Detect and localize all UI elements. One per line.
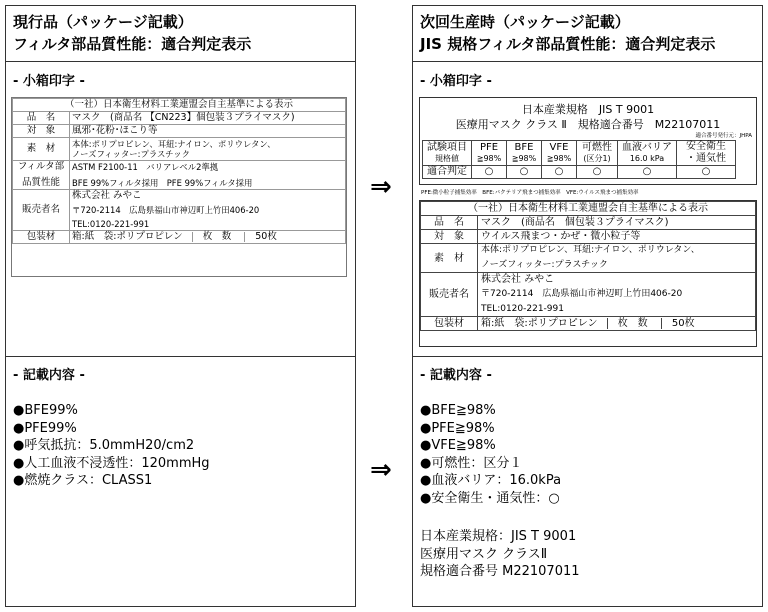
circle-mark: ○ bbox=[542, 166, 577, 179]
right-row-value: マスク (商品名 個包装３プライマスク) bbox=[478, 216, 756, 230]
footer-line: 医療用マスク クラスⅡ bbox=[420, 546, 548, 562]
right-row-value: 本体:ポリプロピレン、耳紐:ナイロン、ポリウレタン、 bbox=[481, 245, 700, 255]
left-label-header: （一社）日本衛生材料工業連盟会自主基準による表示 bbox=[13, 99, 346, 112]
jis-line-1: 日本産業規格 JIS T 9001 bbox=[521, 103, 655, 116]
left-row-value: 株式会社 みやこ bbox=[72, 190, 142, 201]
jis-col-name: 可燃性 bbox=[582, 142, 612, 153]
left-row-label-2: 品質性能 bbox=[21, 177, 60, 188]
list-item: ●安全衛生・通気性：○ bbox=[420, 490, 560, 506]
right-row-value: 株式会社 みやこ bbox=[481, 274, 555, 285]
circle-mark: ○ bbox=[618, 166, 677, 179]
right-divider-1 bbox=[412, 61, 763, 62]
left-divider-1 bbox=[5, 61, 356, 62]
right-row-value-3: TEL:0120-221-991 bbox=[481, 304, 564, 314]
arrow-top: ⇒ bbox=[370, 172, 392, 202]
list-item: ●VFE≧98% bbox=[420, 438, 496, 454]
jis-col-name: PFE bbox=[479, 142, 499, 153]
left-row-value-3: TEL:0120-221-991 bbox=[72, 219, 150, 229]
list-item: ●呼気抵抗：5.0mmH20/cm2 bbox=[13, 438, 195, 454]
jis-standard: 規格値 bbox=[435, 154, 459, 163]
right-row-value-2: 〒720-2114 広島県福山市神辺町上竹田406-20 bbox=[481, 289, 683, 299]
right-footer bbox=[420, 528, 580, 581]
left-count-label: 枚 数 bbox=[192, 232, 242, 242]
list-item: ●BFE99% bbox=[13, 403, 78, 418]
left-section-box: - 小箱印字 - bbox=[13, 74, 85, 89]
left-title-2: フィルタ部品質性能：適合判定表示 bbox=[13, 35, 252, 53]
right-row-label: 包装材 bbox=[421, 317, 478, 331]
left-section-content: - 記載内容 - bbox=[13, 368, 85, 383]
list-item: ●可燃性：区分１ bbox=[420, 455, 523, 471]
list-item: ●PFE99% bbox=[13, 420, 77, 436]
jis-col-name: BFE bbox=[514, 142, 534, 153]
left-label-box bbox=[11, 97, 347, 277]
right-row-label: 販売者名 bbox=[421, 273, 478, 317]
footer-line: 日本産業規格：JIS T 9001 bbox=[420, 529, 577, 544]
right-row-value: 箱:紙 袋:ポリプロピレン bbox=[481, 318, 598, 329]
right-row-label: 対 象 bbox=[421, 230, 478, 244]
list-item: ●燃焼クラス：CLASS1 bbox=[13, 473, 153, 489]
right-row-label: 品 名 bbox=[421, 216, 478, 230]
left-row-value: 箱:紙 袋:ポリプロピレン bbox=[72, 231, 183, 242]
right-label-header: （一社）日本衛生材料工業連盟会自主基準による表示 bbox=[421, 202, 756, 216]
circle-mark: ○ bbox=[577, 166, 618, 179]
left-row-label: 対 象 bbox=[13, 125, 70, 138]
jis-col-name: 血液バリア bbox=[622, 142, 672, 153]
jis-col-value: ≧98% bbox=[511, 154, 537, 163]
jis-col-value: ・通気性 bbox=[686, 153, 726, 164]
left-row-value-2: 〒720-2114 広島県福山市神辺町上竹田406-20 bbox=[72, 205, 260, 215]
left-divider-2 bbox=[5, 356, 356, 357]
left-row-label: 販売者名 bbox=[13, 190, 70, 231]
left-items bbox=[13, 402, 210, 490]
jis-col-name: 安全衛生 bbox=[686, 141, 726, 152]
right-section-content: - 記載内容 - bbox=[420, 368, 492, 383]
list-item: ●BFE≧98% bbox=[420, 403, 496, 418]
left-panel bbox=[5, 5, 356, 607]
right-row-value: ウイルス飛まつ・かぜ・微小粒子等 bbox=[478, 230, 756, 244]
right-count-label: 枚 数 bbox=[607, 318, 658, 329]
left-row-label: 素 材 bbox=[13, 138, 70, 161]
footer-line: 規格適合番号 M22107011 bbox=[420, 564, 580, 580]
jis-col-value: (区分1) bbox=[583, 154, 611, 163]
arrow-bottom: ⇒ bbox=[370, 455, 392, 485]
left-row-value-2: ノーズフィッター:プラスチック bbox=[72, 149, 191, 159]
right-row-label: 素 材 bbox=[421, 244, 478, 273]
right-count: 50枚 bbox=[661, 318, 705, 329]
right-row-value-2: ノーズフィッター:プラスチック bbox=[481, 260, 608, 270]
right-label-box bbox=[419, 200, 757, 347]
jis-col-value: 16.0 kPa bbox=[629, 154, 665, 163]
right-title-2: JIS 規格フィルタ部品質性能：適合判定表示 bbox=[420, 35, 716, 53]
jis-label-box bbox=[419, 97, 757, 185]
jis-col-value: ≧98% bbox=[476, 154, 502, 163]
left-row-value: 風邪･花粉･ほこり等 bbox=[70, 125, 346, 138]
jis-issuer: 適合番号発行元：JHPA bbox=[695, 133, 752, 139]
left-row-value: マスク (商品名 【CN223】個包装３プライマスク) bbox=[70, 112, 346, 125]
jis-col-name: VFE bbox=[549, 142, 569, 153]
jis-test-item: 試験項目 bbox=[427, 142, 467, 153]
list-item: ●血液バリア：16.0kPa bbox=[420, 473, 562, 489]
right-items bbox=[420, 402, 561, 508]
right-divider-2 bbox=[412, 356, 763, 357]
right-title-1: 次回生産時（パッケージ記載） bbox=[420, 13, 630, 31]
right-section-box: - 小箱印字 - bbox=[420, 74, 492, 89]
jis-judgement: 適合判定 bbox=[423, 166, 472, 179]
left-row-label: 品 名 bbox=[13, 112, 70, 125]
left-title-1: 現行品（パッケージ記載） bbox=[13, 13, 193, 31]
jis-legend: PFE:微小粒子捕集効率 BFE:バクテリア飛まつ捕集効率 VFE:ウイルス飛まつ捕集効率 bbox=[421, 190, 639, 196]
list-item: ●人工血液不浸透性：120mmHg bbox=[13, 455, 210, 471]
left-row-value: ASTM F2100-11 バリアレベル2準拠 bbox=[72, 162, 219, 172]
circle-mark: ○ bbox=[507, 166, 542, 179]
left-row-label: 包装材 bbox=[13, 231, 70, 244]
jis-col-value: ≧98% bbox=[546, 154, 572, 163]
list-item: ●PFE≧98% bbox=[420, 420, 495, 436]
jis-performance-table bbox=[422, 140, 736, 179]
jis-line-2: 医療用マスク クラス Ⅱ 規格適合番号 M22107011 bbox=[455, 118, 721, 131]
circle-mark: ○ bbox=[677, 166, 736, 179]
left-count: 50枚 bbox=[244, 232, 287, 242]
left-row-label: フィルタ部 bbox=[17, 161, 65, 172]
left-row-value: 本体:ポリプロピレン、耳紐:ナイロン、ポリウレタン、 bbox=[72, 139, 276, 149]
left-row-value-2: BFE 99%フィルタ採用 PFE 99%フィルタ採用 bbox=[72, 178, 253, 188]
circle-mark: ○ bbox=[472, 166, 507, 179]
